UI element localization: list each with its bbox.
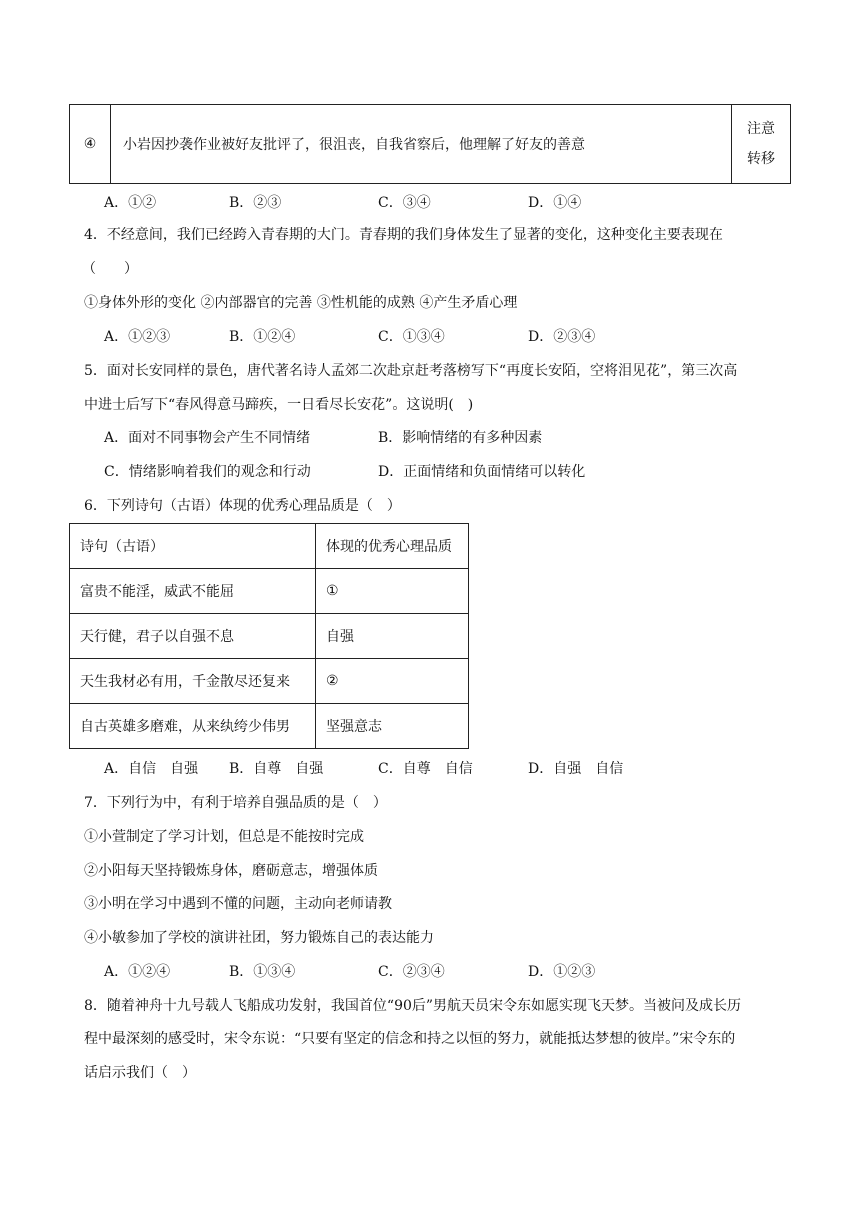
q7-option-b: B．①③④ — [229, 964, 296, 980]
q4-option-b: B．①②④ — [229, 329, 296, 345]
table-cell: 天行健，君子以自强不息 — [70, 614, 316, 659]
q5-option-d: D．正面情绪和负面情绪可以转化 — [378, 464, 586, 480]
method-line: 转移 — [747, 151, 775, 167]
q3-option-c: C．③④ — [378, 195, 431, 211]
q6-option-a: A．自信 自强 — [104, 761, 199, 777]
method-line: 注意 — [747, 121, 775, 137]
q7-statement: ④小敏参加了学校的演讲社团，努力锻炼自己的表达能力 — [84, 930, 434, 946]
q4-option-c: C．①③④ — [378, 329, 445, 345]
q4-statements: ①身体外形的变化 ②内部器官的完善 ③性机能的成熟 ④产生矛盾心理 — [84, 295, 518, 311]
q7-option-d: D．①②③ — [528, 964, 596, 980]
q3-option-d: D．①④ — [528, 195, 582, 211]
poem-table — [69, 523, 469, 749]
table-cell: ② — [316, 659, 469, 704]
table-header-cell: 体现的优秀心理品质 — [316, 524, 469, 569]
table-row — [70, 614, 469, 659]
table-cell — [732, 105, 791, 184]
q3-option-b: B．②③ — [229, 195, 282, 211]
table-cell: 自古英雄多磨难，从来纨绔少伟男 — [70, 704, 316, 749]
q8-stem-line2: 程中最深刻的感受时，宋令东说：“只要有坚定的信念和持之以恒的努力，就能抵达梦想的彼岸。”宋令东的 — [84, 1031, 736, 1047]
q8-stem-line1: 8．随着神舟十九号载人飞船成功发射，我国首位“90后”男航天员宋令东如愿实现飞天梦。当被问及成长历 — [84, 998, 742, 1014]
table-header-row — [70, 524, 469, 569]
q7-statement: ③小明在学习中遇到不懂的问题，主动向老师请教 — [84, 896, 392, 912]
table-cell: ④ — [70, 105, 111, 184]
q7-stem: 7．下列行为中，有利于培养自强品质的是（ ） — [84, 795, 387, 811]
top-table — [69, 104, 791, 184]
table-row — [70, 659, 469, 704]
q6-option-d: D．自强 自信 — [528, 761, 624, 777]
table-row — [70, 105, 791, 184]
q5-stem-line2: 中进士后写下“春风得意马蹄疾，一日看尽长安花”。这说明( ) — [84, 397, 474, 413]
q7-statement: ②小阳每天坚持锻炼身体，磨砺意志，增强体质 — [84, 863, 378, 879]
table-cell: 坚强意志 — [316, 704, 469, 749]
q7-option-a: A．①②④ — [104, 964, 171, 980]
table-cell: ① — [316, 569, 469, 614]
q4-option-a: A．①②③ — [104, 329, 171, 345]
table-cell: 天生我材必有用，千金散尽还复来 — [70, 659, 316, 704]
q6-option-c: C．自尊 自信 — [378, 761, 473, 777]
q4-stem-line1: 4．不经意间，我们已经跨入青春期的大门。青春期的我们身体发生了显著的变化，这种变化主要表现在 — [84, 227, 723, 243]
q6-option-b: B．自尊 自强 — [229, 761, 324, 777]
q5-option-c: C．情绪影响着我们的观念和行动 — [104, 464, 311, 480]
table-header-cell: 诗句（古语） — [70, 524, 316, 569]
q3-option-a: A．①② — [104, 195, 157, 211]
q5-stem-line1: 5．面对长安同样的景色，唐代著名诗人孟郊二次赴京赶考落榜写下“再度长安陌，空将泪见花”，第三次高 — [84, 363, 738, 379]
q6-stem: 6．下列诗句（古语）体现的优秀心理品质是（ ） — [84, 498, 401, 514]
q7-statement: ①小萱制定了学习计划，但总是不能按时完成 — [84, 829, 364, 845]
q7-option-c: C．②③④ — [378, 964, 445, 980]
table-row — [70, 569, 469, 614]
q4-stem-line2: （ ） — [82, 261, 138, 277]
table-cell: 小岩因抄袭作业被好友批评了，很沮丧，自我省察后，他理解了好友的善意 — [111, 105, 732, 184]
table-cell: 自强 — [316, 614, 469, 659]
q5-option-b: B．影响情绪的有多种因素 — [378, 430, 543, 446]
q4-option-d: D．②③④ — [528, 329, 596, 345]
table-cell: 富贵不能淫，威武不能屈 — [70, 569, 316, 614]
q8-stem-line3: 话启示我们（ ） — [84, 1065, 196, 1081]
q5-option-a: A．面对不同事物会产生不同情绪 — [104, 430, 311, 446]
table-row — [70, 704, 469, 749]
